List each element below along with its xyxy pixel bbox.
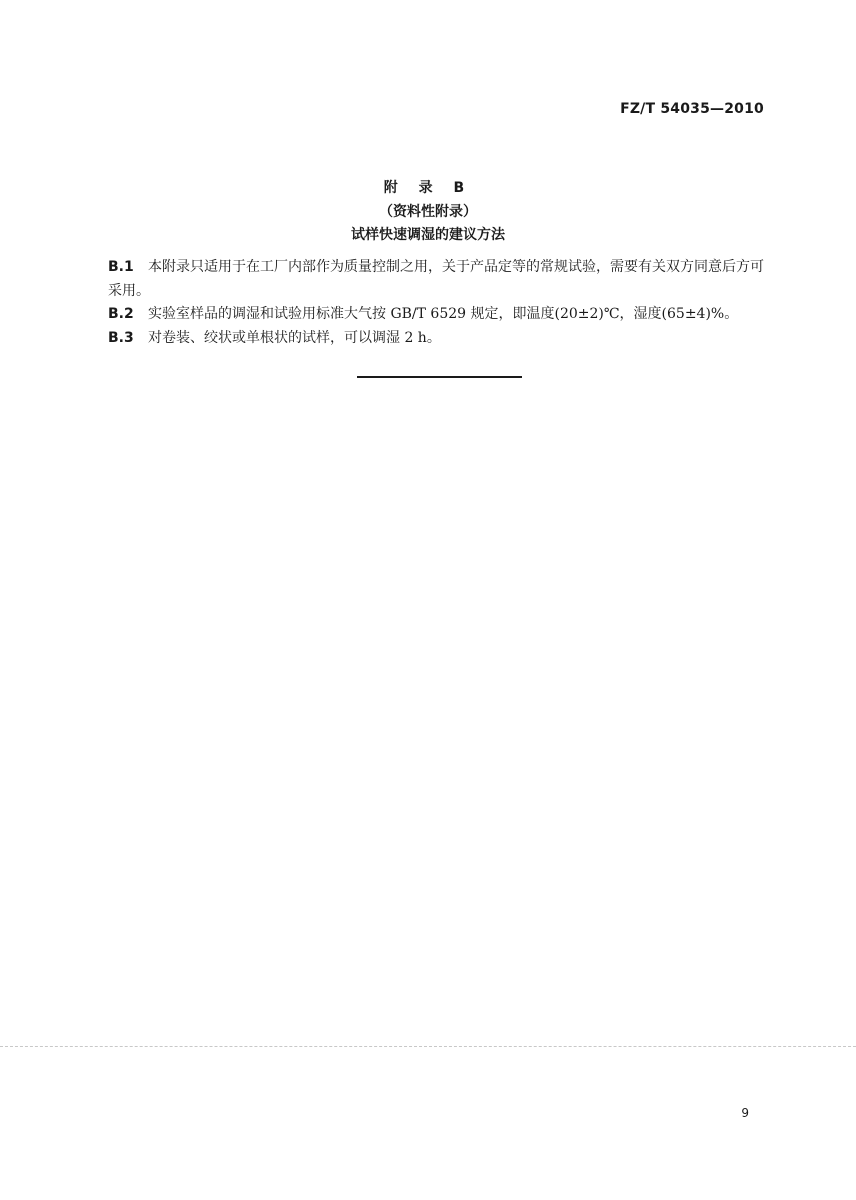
clause-b3 — [108, 326, 768, 350]
appendix-label: 附 录 B — [383, 180, 473, 196]
appendix-title: 试样快速调湿的建议方法 — [351, 227, 505, 243]
clause-number: B.2 — [108, 306, 134, 322]
clause-text: 实验室样品的调湿和试验用标准大气按 GB/T 6529 规定，即温度(20±2)℃，湿度(65±4)%。 — [148, 306, 739, 322]
page-number: 9 — [741, 1106, 749, 1120]
standard-code: FZ/T 54035—2010 — [620, 101, 764, 117]
clause-text: 本附录只适用于在工厂内部作为质量控制之用，关于产品定等的常规试验，需要有关双方同意后方可采用。 — [108, 259, 764, 299]
clause-text: 对卷装、绞状或单根状的试样，可以调湿 2 h。 — [148, 330, 441, 346]
clause-number: B.1 — [108, 259, 134, 275]
clause-b2 — [108, 302, 768, 326]
clause-number: B.3 — [108, 330, 134, 346]
end-rule — [357, 376, 522, 378]
clause-b1 — [108, 255, 768, 303]
appendix-nature: （资料性附录） — [379, 204, 477, 220]
scan-artifact-line — [0, 1046, 856, 1047]
